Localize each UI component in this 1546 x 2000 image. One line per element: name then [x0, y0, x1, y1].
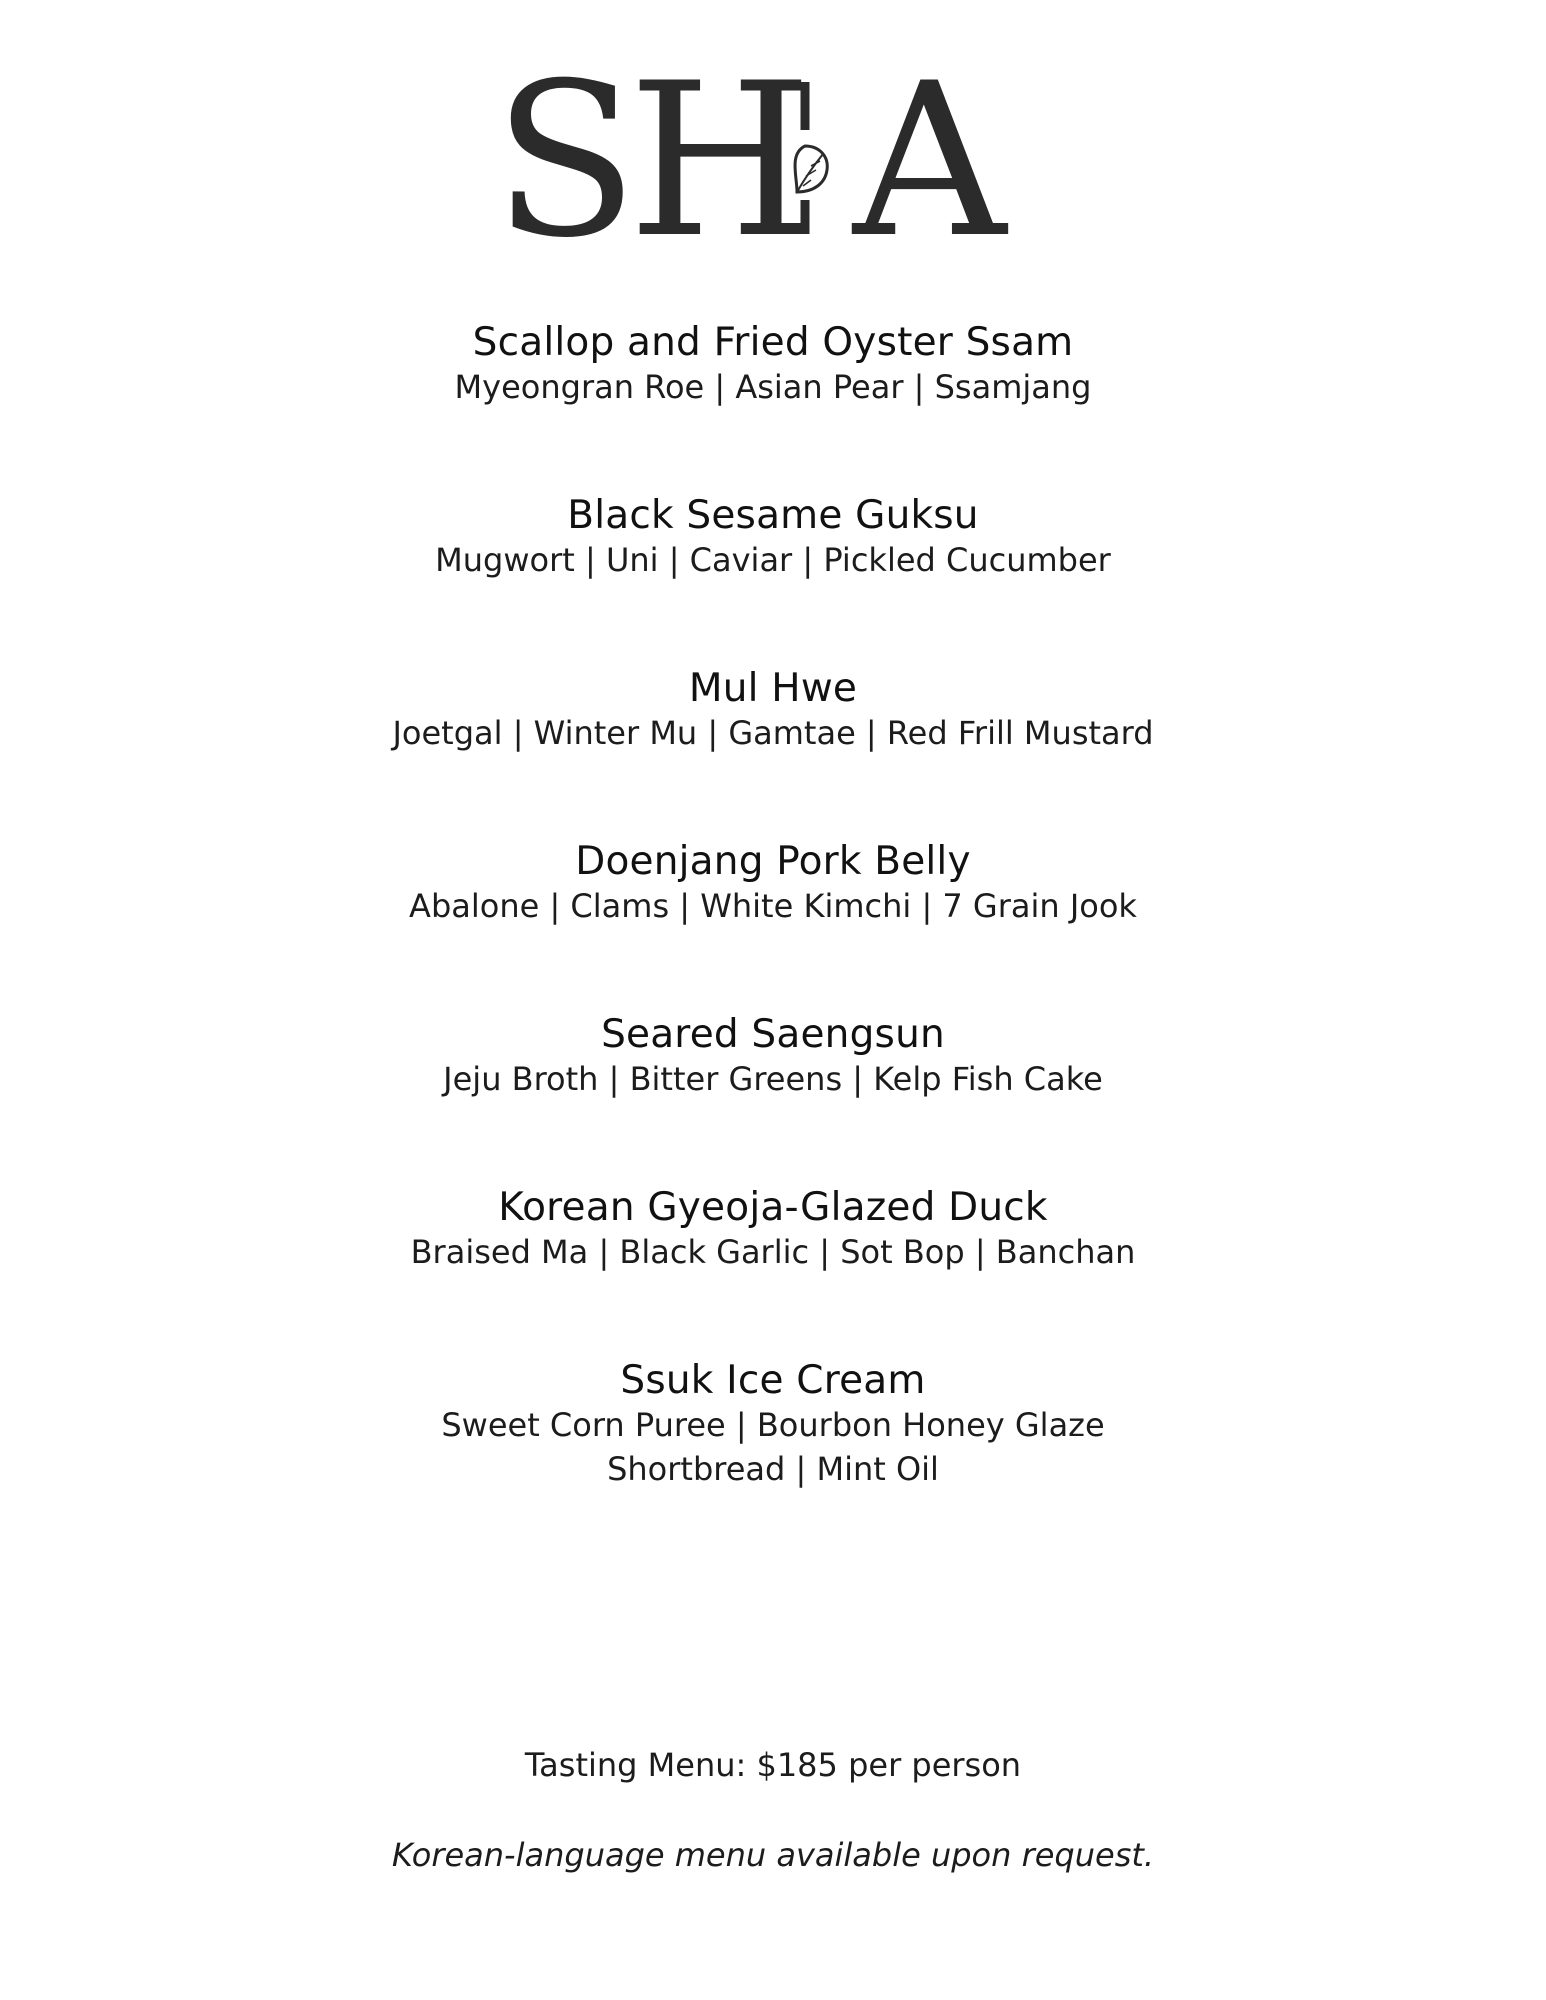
logo-letter-a: A	[853, 62, 1007, 252]
dish-name: Ssuk Ice Cream	[620, 1358, 926, 1403]
dish-description: Braised Ma | Black Garlic | Sot Bop | Banchan	[410, 1233, 1136, 1271]
dish-description: Myeongran Roe | Asian Pear | Ssamjang	[454, 368, 1092, 406]
tasting-menu-price: Tasting Menu: $185 per person	[524, 1746, 1022, 1784]
dish-name: Doenjang Pork Belly	[575, 839, 971, 884]
dish-name: Mul Hwe	[688, 666, 858, 711]
dish-description: Jeju Broth | Bitter Greens | Kelp Fish Cake	[443, 1060, 1103, 1098]
language-note: Korean-language menu available upon request.	[391, 1836, 1155, 1874]
dish-description: Mugwort | Uni | Caviar | Pickled Cucumber	[435, 541, 1111, 579]
dish-name: Black Sesame Guksu	[567, 493, 979, 538]
dish-name: Scallop and Fried Oyster Ssam	[472, 320, 1074, 365]
dish-description: Abalone | Clams | White Kimchi | 7 Grain Jook	[409, 887, 1137, 925]
dish-description: Joetgal | Winter Mu | Gamtae | Red Frill Mustard	[392, 714, 1154, 752]
dish-name: Korean Gyeoja-Glazed Duck	[498, 1185, 1048, 1230]
logo-wordmark	[493, 62, 1053, 252]
restaurant-logo	[0, 62, 1546, 252]
logo-letter-h: H	[628, 62, 813, 252]
dish-description: Sweet Corn Puree | Bourbon Honey Glaze	[441, 1406, 1105, 1444]
dish-name: Seared Saengsun	[601, 1012, 945, 1057]
dish-description-continued: Shortbread | Mint Oil	[607, 1450, 939, 1488]
logo-letter-s: S	[493, 62, 639, 252]
